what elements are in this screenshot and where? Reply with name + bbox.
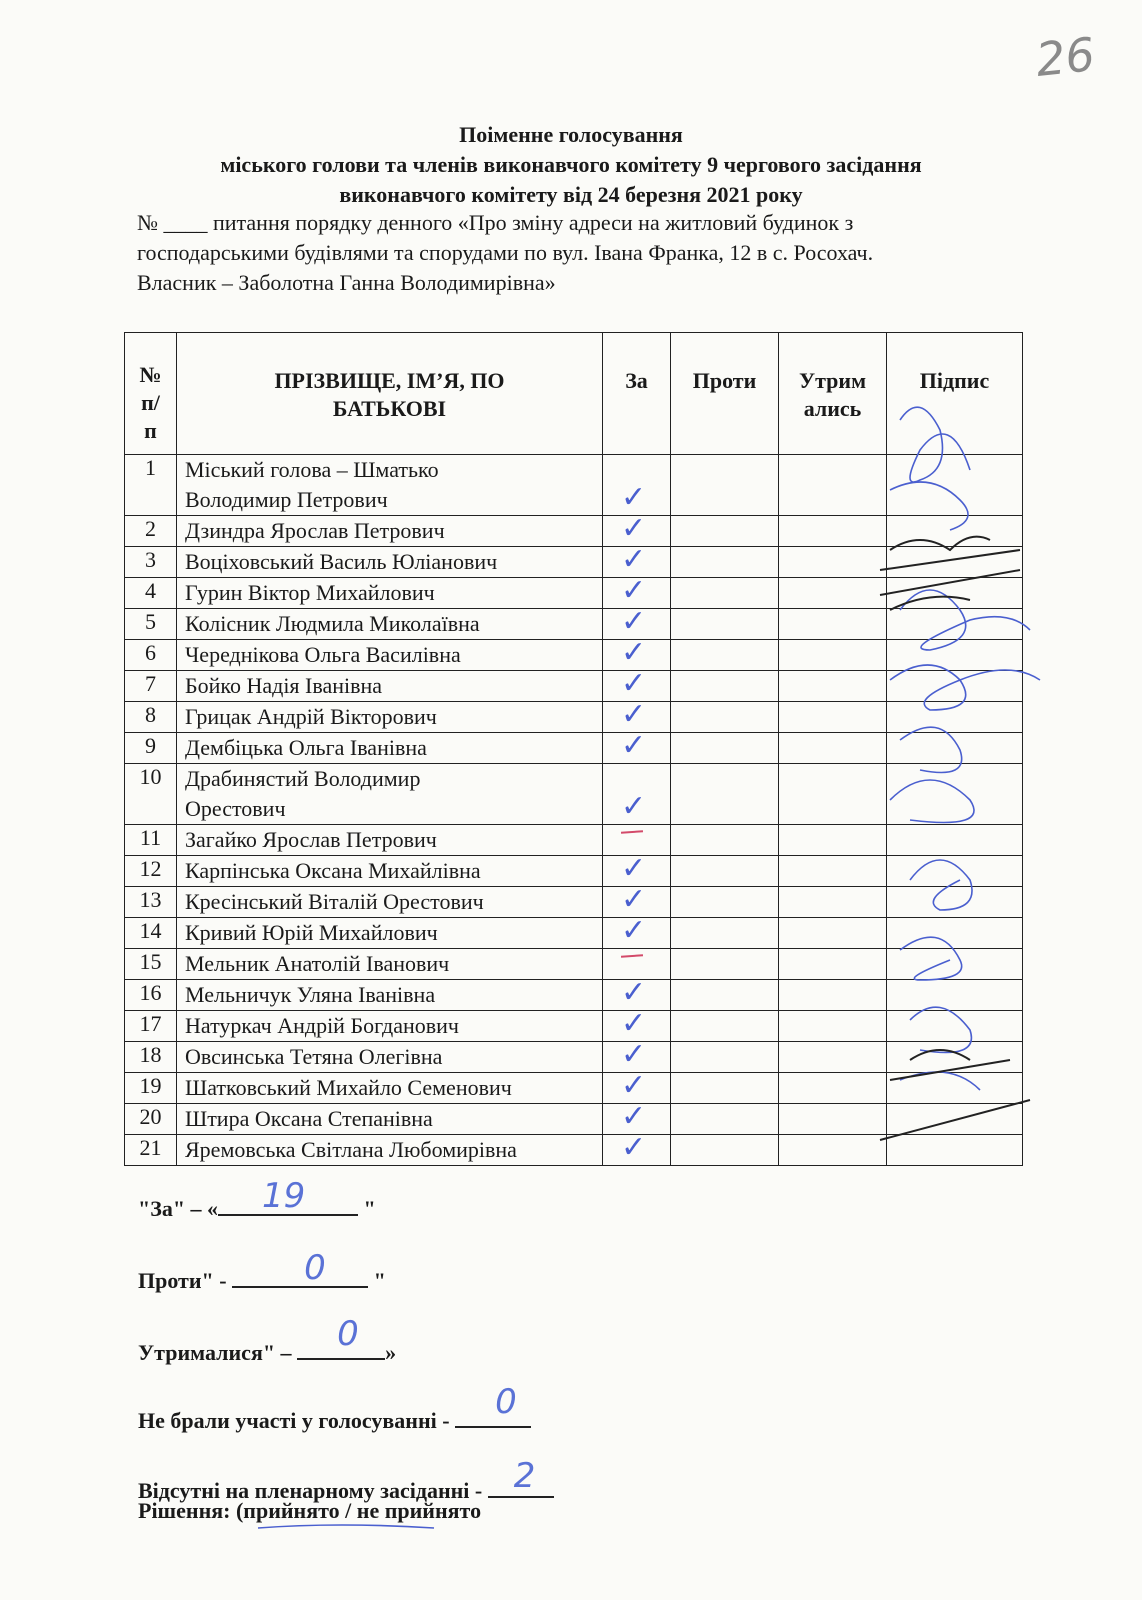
vote-against-cell <box>671 1135 779 1166</box>
vote-abstain-cell <box>779 1011 887 1042</box>
signature-cell <box>887 1011 1023 1042</box>
vote-against-cell <box>671 1073 779 1104</box>
vote-check-icon: ✓ <box>621 851 647 886</box>
vote-abstain-cell <box>779 1135 887 1166</box>
vote-check-icon: ✓ <box>621 882 647 917</box>
table-row <box>125 578 1023 609</box>
row-number: 16 <box>125 980 177 1011</box>
table-row <box>125 918 1023 949</box>
vote-against-cell <box>671 918 779 949</box>
member-name: Дембіцька Ольга Іванівна <box>177 733 603 764</box>
vote-abstain-cell <box>779 980 887 1011</box>
member-name: Натуркач Андрій Богданович <box>177 1011 603 1042</box>
tally-absent-blank <box>488 1456 554 1498</box>
table-row <box>125 609 1023 640</box>
signature-cell <box>887 609 1023 640</box>
table-row <box>125 1104 1023 1135</box>
vote-against-cell <box>671 887 779 918</box>
signature-cell <box>887 547 1023 578</box>
signature-cell <box>887 702 1023 733</box>
member-name: Колісник Людмила Миколаївна <box>177 609 603 640</box>
tally-abstain-value: 0 <box>337 1314 359 1354</box>
tally-against-value: 0 <box>304 1248 326 1288</box>
vote-check-icon: ✓ <box>621 604 647 639</box>
heading-line-2: міського голови та членів виконавчого комітету 9 чергового засідання <box>220 152 922 177</box>
header-abstain: Утрим ались <box>779 333 887 455</box>
signature-cell <box>887 578 1023 609</box>
tally-absent-value: 2 <box>513 1456 536 1496</box>
vote-against-cell <box>671 980 779 1011</box>
header-signature: Підпис <box>887 333 1023 455</box>
vote-abstain-cell <box>779 1104 887 1135</box>
vote-abstain-cell <box>779 856 887 887</box>
row-number: 15 <box>125 949 177 980</box>
vote-check-icon: ✓ <box>621 480 647 515</box>
member-name: Овсинська Тетяна Олегівна <box>177 1042 603 1073</box>
table-row <box>125 702 1023 733</box>
signature-cell <box>887 671 1023 702</box>
signature-cell <box>887 1073 1023 1104</box>
tally-not-voting-value: 0 <box>495 1382 517 1422</box>
vote-dash-icon <box>621 954 643 958</box>
header-for: За <box>603 333 671 455</box>
signature-cell <box>887 825 1023 856</box>
row-number: 20 <box>125 1104 177 1135</box>
row-number: 10 <box>125 764 177 825</box>
signature-cell <box>887 887 1023 918</box>
signature-cell <box>887 455 1023 516</box>
member-name: Кривий Юрій Михайлович <box>177 918 603 949</box>
row-number: 4 <box>125 578 177 609</box>
vote-for-cell <box>603 764 671 825</box>
vote-abstain-cell <box>779 516 887 547</box>
vote-check-icon: ✓ <box>621 697 647 732</box>
vote-check-icon: ✓ <box>621 1006 647 1041</box>
table-row <box>125 949 1023 980</box>
vote-abstain-cell <box>779 702 887 733</box>
vote-check-icon: ✓ <box>621 1068 647 1103</box>
vote-abstain-cell <box>779 825 887 856</box>
row-number: 6 <box>125 640 177 671</box>
vote-abstain-cell <box>779 949 887 980</box>
table-row <box>125 825 1023 856</box>
table-row <box>125 640 1023 671</box>
table-header-row <box>125 333 1023 455</box>
vote-against-cell <box>671 1042 779 1073</box>
vote-against-cell <box>671 1104 779 1135</box>
tally-for-value: 19 <box>262 1176 306 1216</box>
table-row <box>125 1011 1023 1042</box>
row-number: 21 <box>125 1135 177 1166</box>
row-number: 7 <box>125 671 177 702</box>
row-number: 14 <box>125 918 177 949</box>
member-name: Драбинястий Володимир Орестович <box>177 764 603 825</box>
vote-check-icon: ✓ <box>621 975 647 1010</box>
signature-cell <box>887 918 1023 949</box>
vote-against-cell <box>671 825 779 856</box>
vote-check-icon: ✓ <box>621 511 647 546</box>
tally-against: Проти" - 0 " <box>138 1248 386 1293</box>
heading-line-1: Поіменне голосування <box>459 122 683 147</box>
member-name: Мельник Анатолій Іванович <box>177 949 603 980</box>
table-row <box>125 980 1023 1011</box>
table-row <box>125 455 1023 516</box>
signature-cell <box>887 1135 1023 1166</box>
signature-cell <box>887 733 1023 764</box>
vote-against-cell <box>671 455 779 516</box>
row-number: 9 <box>125 733 177 764</box>
vote-check-icon: ✓ <box>621 666 647 701</box>
heading-line-3: виконавчого комітету від 24 березня 2021 року <box>339 182 803 207</box>
row-number: 2 <box>125 516 177 547</box>
member-name: Міський голова – Шматько Володимир Петрович <box>177 455 603 516</box>
vote-abstain-cell <box>779 578 887 609</box>
vote-abstain-cell <box>779 640 887 671</box>
signature-cell <box>887 980 1023 1011</box>
signature-cell <box>887 856 1023 887</box>
vote-dash-icon <box>621 830 643 834</box>
agenda-line-3: Власник – Заболотна Ганна Володимирівна» <box>137 270 556 295</box>
vote-check-icon: ✓ <box>621 1130 647 1165</box>
signature-cell <box>887 1042 1023 1073</box>
member-name: Грицак Андрій Вікторович <box>177 702 603 733</box>
vote-against-cell <box>671 578 779 609</box>
row-number: 1 <box>125 455 177 516</box>
vote-check-icon: ✓ <box>621 635 647 670</box>
tally-for: "За" – « 19 " <box>138 1176 376 1221</box>
vote-against-cell <box>671 856 779 887</box>
tally-against-blank <box>232 1248 368 1288</box>
tally-abstain: Утрималися" – 0 » <box>138 1314 397 1365</box>
vote-against-cell <box>671 516 779 547</box>
vote-against-cell <box>671 733 779 764</box>
page-number: 26 <box>1033 27 1098 87</box>
vote-check-icon: ✓ <box>621 542 647 577</box>
vote-check-icon: ✓ <box>621 789 647 824</box>
member-name: Череднікова Ольга Василівна <box>177 640 603 671</box>
vote-table-wrapper <box>124 332 1023 1166</box>
vote-against-cell <box>671 1011 779 1042</box>
vote-against-cell <box>671 764 779 825</box>
member-name: Загайко Ярослав Петрович <box>177 825 603 856</box>
table-row <box>125 671 1023 702</box>
vote-abstain-cell <box>779 547 887 578</box>
header-name: ПРІЗВИЩЕ, ІМ’Я, ПО БАТЬКОВІ <box>177 333 603 455</box>
member-name: Карпінська Оксана Михайлівна <box>177 856 603 887</box>
vote-against-cell <box>671 949 779 980</box>
table-row <box>125 547 1023 578</box>
vote-abstain-cell <box>779 455 887 516</box>
table-row <box>125 1042 1023 1073</box>
decision-underline <box>256 1522 436 1532</box>
signature-cell <box>887 640 1023 671</box>
table-row <box>125 733 1023 764</box>
vote-against-cell <box>671 640 779 671</box>
vote-against-cell <box>671 547 779 578</box>
header-against: Проти <box>671 333 779 455</box>
member-name: Мельничук Уляна Іванівна <box>177 980 603 1011</box>
vote-abstain-cell <box>779 887 887 918</box>
vote-against-cell <box>671 702 779 733</box>
row-number: 8 <box>125 702 177 733</box>
member-name: Дзиндра Ярослав Петрович <box>177 516 603 547</box>
table-row <box>125 887 1023 918</box>
vote-abstain-cell <box>779 671 887 702</box>
signature-cell <box>887 764 1023 825</box>
vote-check-icon: ✓ <box>621 728 647 763</box>
member-name: Гурин Віктор Михайлович <box>177 578 603 609</box>
tally-absent: Відсутні на пленарному засіданні - 2 <box>138 1472 554 1504</box>
row-number: 18 <box>125 1042 177 1073</box>
vote-for-cell <box>603 913 671 949</box>
vote-against-cell <box>671 671 779 702</box>
table-row <box>125 856 1023 887</box>
table-row <box>125 764 1023 825</box>
row-number: 3 <box>125 547 177 578</box>
tally-not-voting-blank <box>455 1382 531 1428</box>
signature-cell <box>887 1104 1023 1135</box>
document-heading <box>0 120 1142 210</box>
row-number: 11 <box>125 825 177 856</box>
vote-abstain-cell <box>779 764 887 825</box>
decision-line: Рішення: (прийнято / не прийнято <box>138 1498 482 1523</box>
member-name: Яремовська Світлана Любомирівна <box>177 1135 603 1166</box>
row-number: 13 <box>125 887 177 918</box>
signature-cell <box>887 949 1023 980</box>
vote-abstain-cell <box>779 609 887 640</box>
vote-check-icon: ✓ <box>621 573 647 608</box>
member-name: Воціховський Василь Юліанович <box>177 547 603 578</box>
agenda-item <box>137 208 1067 298</box>
row-number: 5 <box>125 609 177 640</box>
member-name: Бойко Надія Іванівна <box>177 671 603 702</box>
agenda-line-2: господарськими будівлями та спорудами по вул. Івана Франка, 12 в с. Росохач. <box>137 240 874 265</box>
member-name: Шатковський Михайло Семенович <box>177 1073 603 1104</box>
tally-not-voting: Не брали участі у голосуванні - 0 <box>138 1402 531 1434</box>
vote-check-icon: ✓ <box>621 913 647 948</box>
vote-against-cell <box>671 609 779 640</box>
row-number: 17 <box>125 1011 177 1042</box>
header-num: № п/ п <box>125 333 177 455</box>
row-number: 12 <box>125 856 177 887</box>
vote-abstain-cell <box>779 733 887 764</box>
vote-abstain-cell <box>779 1073 887 1104</box>
table-row <box>125 1135 1023 1166</box>
vote-abstain-cell <box>779 1042 887 1073</box>
vote-for-cell <box>603 1130 671 1166</box>
agenda-line-1: № ____ питання порядку денного «Про зміну адреси на житловий будинок з <box>137 210 854 235</box>
tally-abstain-blank <box>297 1314 385 1360</box>
signature-cell <box>887 516 1023 547</box>
vote-for-cell <box>603 455 671 516</box>
row-number: 19 <box>125 1073 177 1104</box>
vote-for-cell <box>603 728 671 764</box>
vote-check-icon: ✓ <box>621 1037 647 1072</box>
vote-abstain-cell <box>779 918 887 949</box>
table-row <box>125 1073 1023 1104</box>
vote-check-icon: ✓ <box>621 1099 647 1134</box>
member-name: Штира Оксана Степанівна <box>177 1104 603 1135</box>
table-row <box>125 516 1023 547</box>
vote-table <box>124 332 1023 1166</box>
member-name: Кресінський Віталій Орестович <box>177 887 603 918</box>
